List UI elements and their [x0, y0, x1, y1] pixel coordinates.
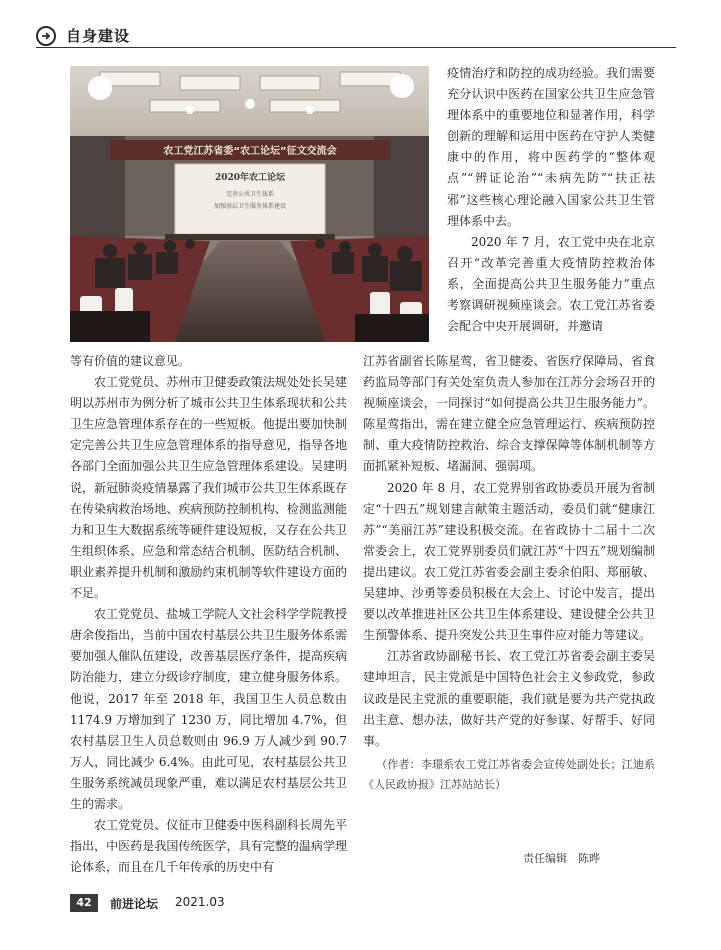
paragraph: 2020 年 8 月，农工党界别省政协委员开展为省制定“十四五”规划建言献策主题活动，委员们就“健康江苏”“美丽江苏”建设积极交流。在省政协十二届十二次常委会上，农工党界别委员们就江苏“十四五”规划编制提出建议。农工党江苏省委会副主委余伯阳、郑丽敏、吴建坤、沙勇等委员积极在大会上、讨论中发言，提出要以改革推进社区公共卫生体系建设、建设健全公共卫生预警体系、提升突发公共卫生事件应对能力等建议。 [363, 480, 655, 643]
page-number: 42 [70, 894, 98, 912]
paragraph: 2020 年 7 月，农工党中央在北京召开“改革完善重大疫情防控救治体系，全面提高公共卫生服务能力”重点考察调研视频座谈会。农工党江苏省委会配合中央开展调研，并邀请 [447, 234, 655, 334]
issue-number: 2021.03 [175, 895, 225, 909]
paragraph: 农工党党员、盐城工学院人文社会科学学院教授唐余俊指出，当前中国农村基层公共卫生服务体系需要加强人催队伍建设，改善基层医疗条件，提高疾病防治能力，建立分级诊疗制度，建立健身服务体系。他说，2017 年至 2018 年，我国卫生人员总数由 1174.9 万增加到了 1230 万，同比增加 4.7%，但农村基层卫生人员总数则由 96.9 万人减少到 90.7 万人，同比减少 6.4%。由此可见，农村基层公共卫生服务系统减员现象严重，难以满足农村基层公共卫生的需求。 [70, 607, 347, 811]
article-column-right-top [447, 63, 655, 337]
screen-line-1: 完善公共卫生体系 [225, 191, 275, 198]
paragraph: 农工党党员、苏州市卫健委政策法规处处长吴建明以苏州市为例分析了城市公共卫生体系现状和公共卫生应急管理体系存在的一些短板。他提出要加快制定完善公共卫生应急管理体系的指导意见，指导各地各部门全面加强公共卫生应急管理体系建设。吴建明说，新冠肺炎疫情暴露了我们城市公共卫生体系既存在传染病救治场地、疾病预防控制机构、检测监测能力和卫生大数据系统等硬件建设短板，又存在公共卫生组织体系、应急和常态结合机制、医防结合机制、职业素养提升机制和激励约束机制等软件建设方面的不足。 [70, 375, 347, 601]
circle-arrow-icon [36, 26, 56, 46]
screen-title: 2020年农工论坛 [214, 173, 286, 183]
paragraph: 江苏省政协副秘书长、农工党江苏省委会副主委吴建坤坦言，民主党派是中国特色社会主义参政党，参政议政是民主党派的重要职能，我们就是要为共产党执政出主意、想办法，做好共产党的好参谋、好帮手、好同事。 [363, 649, 655, 748]
section-title: 自身建设 [66, 27, 131, 45]
author-note: （作者：李璟系农工党江苏省委会宣传处副处长；江迪系《人民政协报》江苏站站长） [363, 757, 655, 791]
paragraph: 疫情治疗和防控的成功经验。我们需要充分认识中医药在国家公共卫生应急管理体系中的重要地位和显著作用，科学创新的理解和运用中医药在守护人类健康中的作用，将中医药学的“整体观点”“辨证论治”“未病先防”“扶正祛邪”这些核心理论融入国家公共卫生管理体系中去。 [447, 66, 655, 228]
paragraph: 农工党党员、仪征市卫健委中医科副科长周先平指出，中医药是我国传统医学，具有完整的温病学理论体系，而且在几千年传承的历史中有 [70, 818, 347, 875]
screen-line-2: 加强基层卫生服务体系建设 [213, 203, 287, 210]
page-header [36, 23, 676, 51]
magazine-name: 前进论坛 [110, 897, 159, 911]
article-column-right-bottom [363, 351, 655, 795]
paragraph: 等有价值的建议意见。 [70, 354, 191, 368]
article-column-left [70, 351, 347, 878]
responsible-editor: 责任编辑 陈晔 [523, 852, 600, 865]
header-rule [36, 47, 676, 48]
banner-text: 农工党江苏省委“农工论坛”征文交流会 [163, 146, 337, 157]
paragraph: 江苏省副省长陈星莺，省卫健委、省医疗保障局、省食药监局等部门有关处室负责人参加在江苏分会场召开的视频座谈会，一同探讨“如何提高公共卫生服务能力”。陈星莺指出，需在建立健全应急管理运行、疾病预防控制、重大疫情防控救治、综合支撑保障等体制机制等方面抓紧补短板、堵漏洞、强弱项。 [363, 354, 655, 474]
conference-photo [70, 66, 429, 342]
